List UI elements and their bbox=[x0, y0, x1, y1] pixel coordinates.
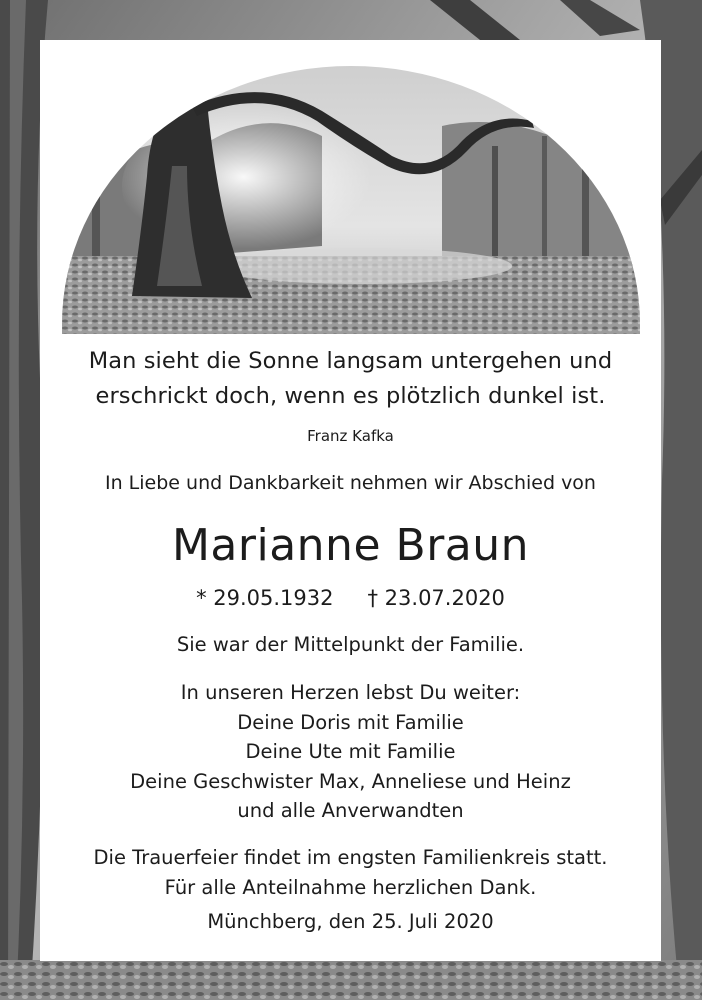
life-dates bbox=[40, 583, 661, 613]
closing-text bbox=[40, 843, 661, 903]
mourners-line: Deine Geschwister Max, Anneliese und Heinz bbox=[130, 769, 571, 793]
place-date: Münchberg, den 25. Juli 2020 bbox=[207, 910, 494, 933]
quote-line: erschrickt doch, wenn es plötzlich dunkel ist. bbox=[95, 383, 606, 409]
mourners-line: und alle Anverwandten bbox=[237, 799, 464, 822]
mourners-line: Deine Ute mit Familie bbox=[245, 740, 456, 763]
quote-line: Man sieht die Sonne langsam untergehen und bbox=[88, 348, 613, 374]
death-date: † 23.07.2020 bbox=[367, 586, 505, 610]
tribute-text: Sie war der Mittelpunkt der Familie. bbox=[176, 633, 525, 656]
mourners-line: In unseren Herzen lebst Du weiter: bbox=[180, 681, 521, 704]
intro-text: In Liebe und Dankbarkeit nehmen wir Abschied von bbox=[105, 472, 596, 494]
quote-author: Franz Kafka bbox=[307, 427, 394, 445]
tree-photo-image bbox=[62, 66, 640, 334]
birth-date: * 29.05.1932 bbox=[196, 586, 334, 610]
closing-line: Die Trauerfeier findet im engsten Familienkreis statt. bbox=[93, 846, 608, 869]
deceased-name: Marianne Braun bbox=[171, 520, 530, 571]
mourners-line: Deine Doris mit Familie bbox=[237, 710, 464, 734]
quote bbox=[40, 344, 661, 414]
closing-line: Für alle Anteilnahme herzlichen Dank. bbox=[164, 876, 537, 899]
mourners-list bbox=[40, 678, 661, 826]
